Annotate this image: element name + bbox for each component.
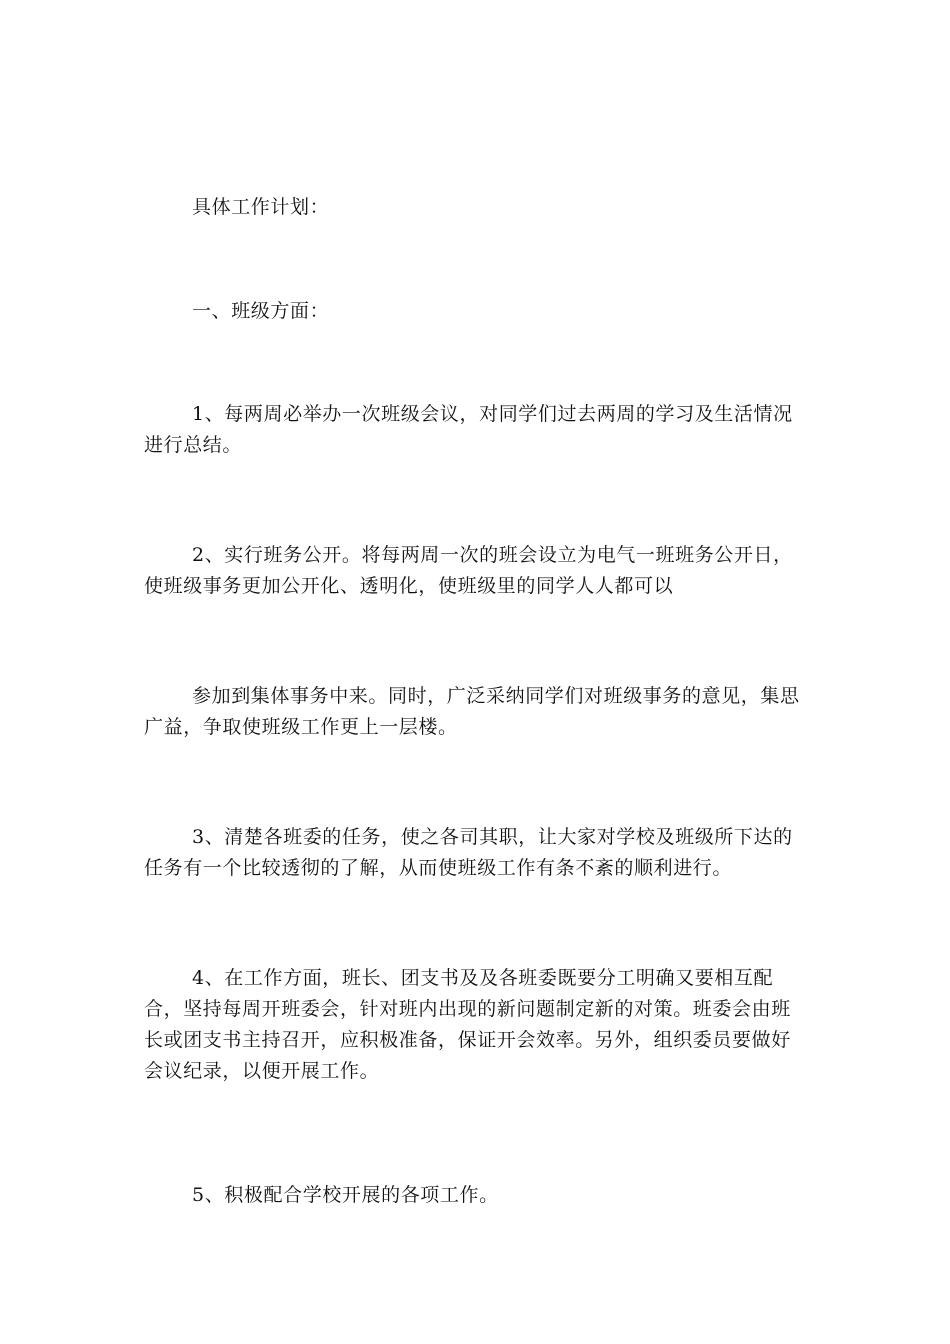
paragraph-item-5: 5、积极配合学校开展的各项工作。 bbox=[192, 1184, 499, 1206]
paragraph-item-1: 1、每两周必举办一次班级会议，对同学们过去两周的学习及生活情况进行总结。 bbox=[144, 403, 793, 456]
heading-work-plan: 具体工作计划： bbox=[192, 196, 330, 218]
paragraph-item-3: 3、清楚各班委的任务，使之各司其职，让大家对学校及班级所下达的任务有一个比较透彻的了解，从而使班级工作有条不紊的顺利进行。 bbox=[144, 826, 793, 879]
paragraph-item-2: 2、实行班务公开。将每两周一次的班会设立为电气一班班务公开日，使班级事务更加公开化、透明化，使班级里的同学人人都可以 bbox=[144, 544, 793, 597]
paragraph-item-2-continued: 参加到集体事务中来。同时，广泛采纳同学们对班级事务的意见，集思广益，争取使班级工作更上一层楼。 bbox=[144, 685, 800, 738]
section-heading-class: 一、班级方面： bbox=[192, 300, 330, 322]
paragraph-item-4: 4、在工作方面，班长、团支书及及各班委既要分工明确又要相互配合，坚持每周开班委会，针对班内出现的新问题制定新的对策。班委会由班长或团支书主持召开，应积极准备，保证开会效率。另外，组织委员要做好会议纪录，以便开展工作。 bbox=[144, 967, 791, 1082]
